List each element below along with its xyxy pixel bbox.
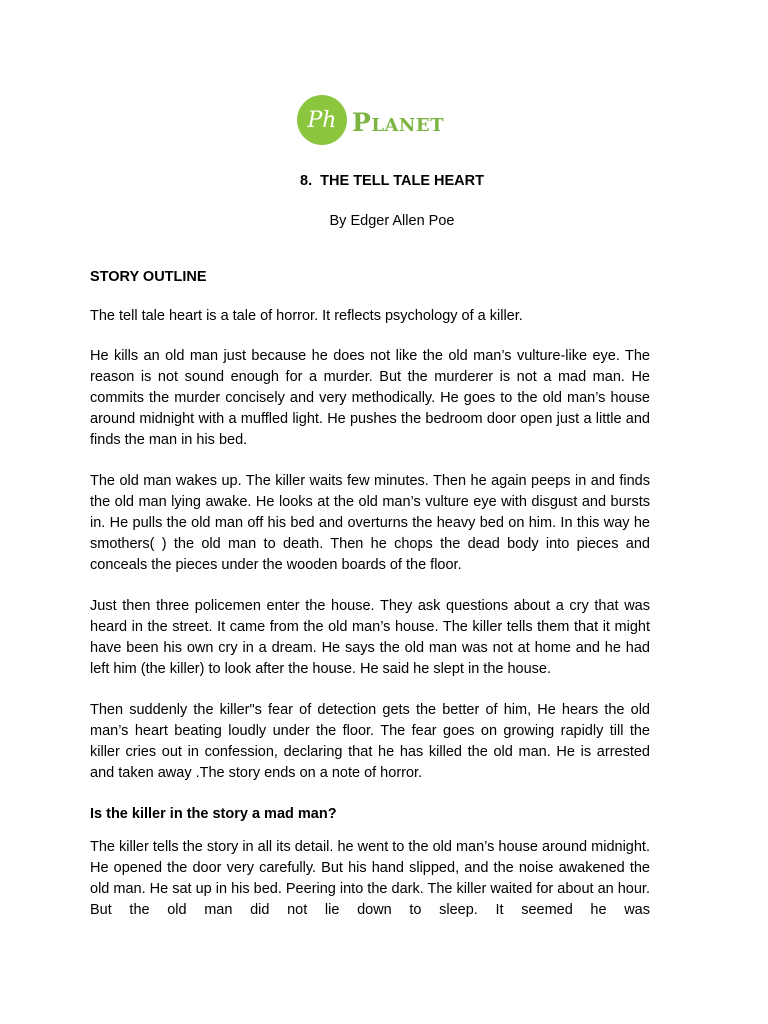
ph-monogram-icon [297,95,347,145]
logo-word-cap: P [352,107,372,137]
question-heading: Is the killer in the story a mad man? [90,806,337,822]
paragraph-confession: Then suddenly the killer"s fear of detection gets the better of him, He hears the old man’s heart beating loudly under the floor. The fear goes on growing rapidly till the killer cries out in confession, declaring that he has killed the old man. He is arrested and taken away .The story ends on a note of horror. [90,702,650,781]
paragraph-policemen: Just then three policemen enter the house. They ask questions about a cry that was heard in the street. It came from the old man’s house. The killer tells them that it might have been his own cry in a dream. He says the old man was not at home and he had left him (the killer) to look after the house. He said he slept in the house. [90,598,650,677]
ph-logo-badge-icon [297,95,347,145]
author-byline: By Edger Allen Poe [329,213,455,229]
page-title: 8. THE TELL TALE HEART [300,173,484,189]
planet-logo [297,94,444,146]
paragraph-intro: The tell tale heart is a tale of horror. It reflects psychology of a killer. [90,308,523,324]
paragraph-old-man-wakes: The old man wakes up. The killer waits few minutes. Then he again peeps in and finds the old man lying awake. He looks at the old man’s vulture eye with disgust and bursts in. He pulls the old man off his bed and overturns the heavy bed on him. In this way he smothers( ) the old man to death. Then he chops the dead body into pieces and conceals the pieces under the wooden boards of the floor. [90,473,650,573]
logo-mark-text: Ph [307,108,337,133]
story-outline-heading: STORY OUTLINE [90,269,207,285]
logo-word-rest: LANET [371,114,445,136]
paragraph-murder: He kills an old man just because he does not like the old man’s vulture-like eye. The reason is not sound enough for a murder. But the murderer is not a mad man. He commits the murder concisely and very methodically. He goes to the old man’s house around midnight with a muffled light. He pushes the bedroom door open just a little and finds the man in his bed. [90,348,650,448]
answer-paragraph: The killer tells the story in all its detail. he went to the old man’s house around midnight. He opened the door very carefully. But his hand slipped, and the noise awakened the old man. He sat up in his bed. Peering into the dark. The killer waited for about an hour. But the old man did not lie down to sleep. It seemed he was [90,839,650,918]
logo-wordmark [352,106,444,135]
